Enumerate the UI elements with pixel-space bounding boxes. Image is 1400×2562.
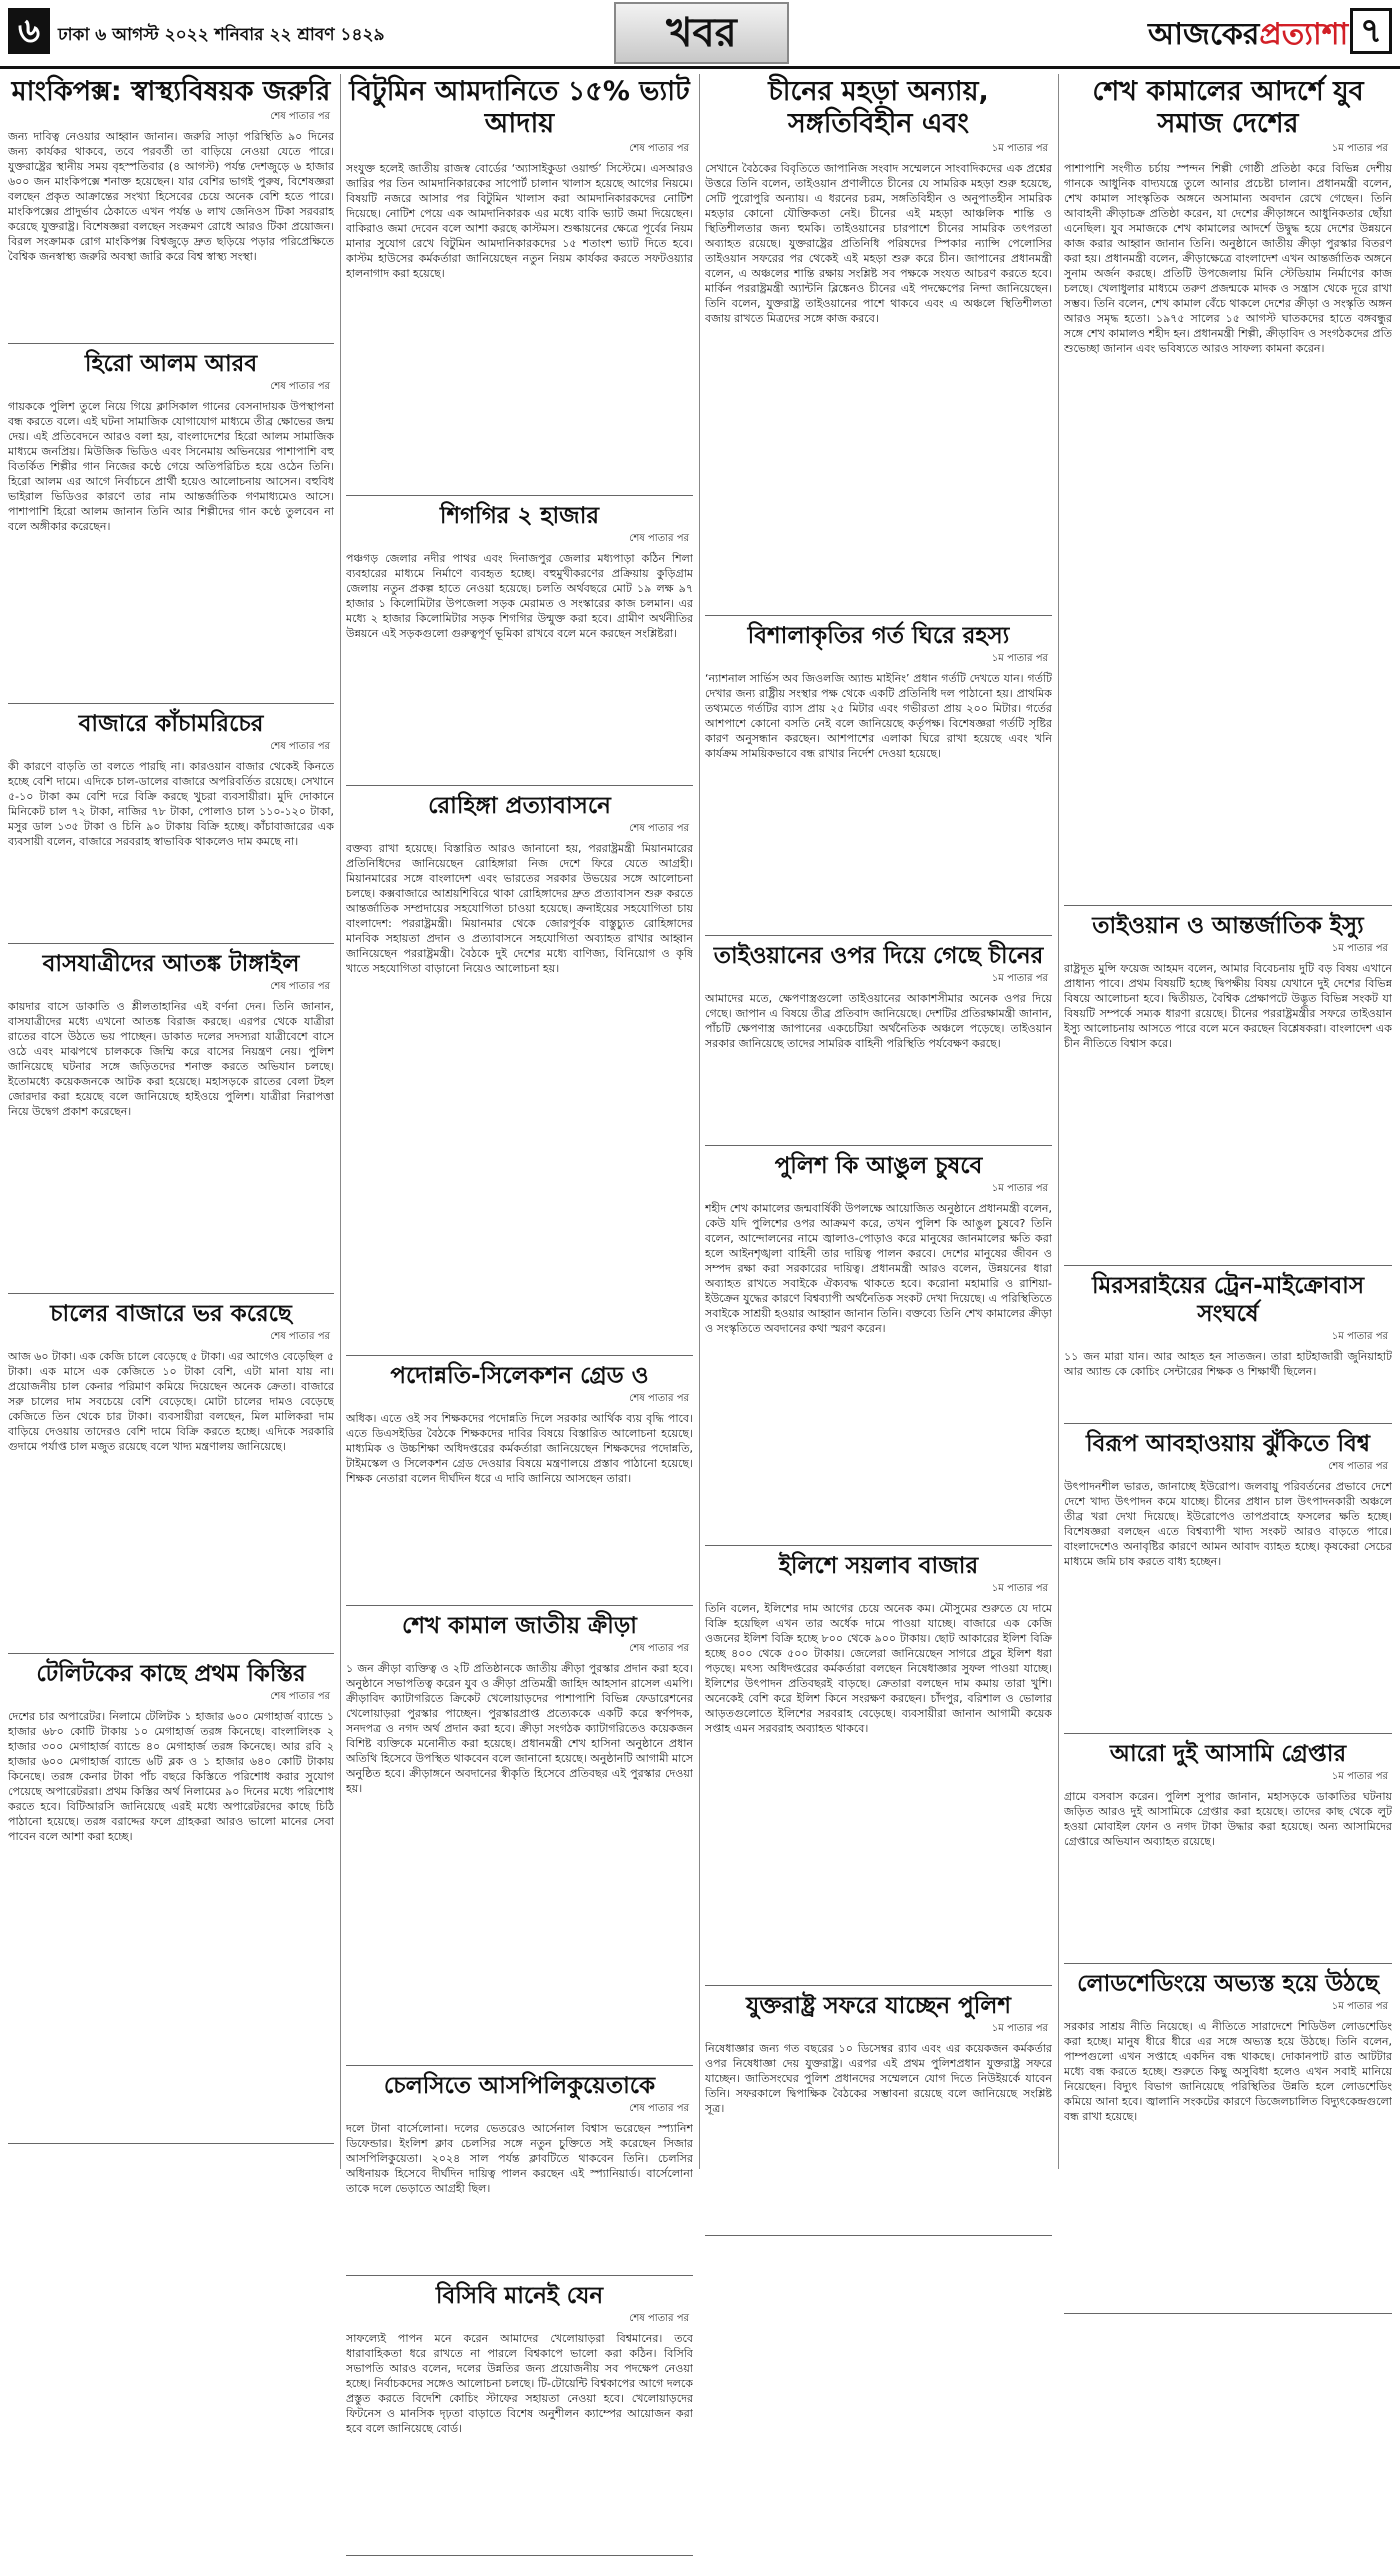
news-article	[1064, 1970, 1392, 2314]
continuation-note: ১ম পাতার পর	[1331, 1771, 1388, 1782]
news-article	[705, 1552, 1052, 1986]
news-article	[346, 76, 693, 496]
continuation-note: ১ম পাতার পর	[1331, 1331, 1388, 1342]
continuation-note: ১ম পাতার পর	[991, 653, 1048, 664]
article-body: তিনি বলেন, ইলিশের দাম আগের চেয়ে অনেক কম। মৌসুমের শুরুতে যে দামে বিক্রি হয়েছিল এখন তার অর্ধেক দামে পাওয়া যাচ্ছে। বাজারে এক কেজি ওজনের ইলিশ বিক্রি হচ্ছে ৮০০ থেকে ৯০০ টাকায়। ছোট আকারের ইলিশ বিক্রি হচ্ছে ৪০০ থেকে ৫০০ টাকায়। জেলেরা জানিয়েছেন সাগরে প্রচুর ইলিশ ধরা পড়ছে। মৎস্য অধিদপ্তরের কর্মকর্তারা বলছেন নিষেধাজ্ঞার সুফল পাওয়া যাচ্ছে। ইলিশের উৎপাদন প্রতিবছরই বাড়ছে। ক্রেতারা বলছেন দাম কমায় তারা খুশি। অনেকেই বেশি করে ইলিশ কিনে সংরক্ষণ করছেন। চাঁদপুর, বরিশাল ও ভোলার আড়তগুলোতে ইলিশের সরবরাহ বেড়েছে। ব্যবসায়ীরা জানান আগামী কয়েক সপ্তাহ এমন সরবরাহ অব্যাহত থাকবে।	[705, 1602, 1052, 1735]
news-article	[705, 942, 1052, 1146]
news-article	[8, 1660, 334, 2144]
continuation-note: ১ম পাতার পর	[1331, 943, 1388, 954]
column-1	[8, 74, 334, 2150]
logo-word-b: প্রত্যাশা	[1259, 17, 1349, 52]
continuation-note: ১ম পাতার পর	[1331, 143, 1388, 154]
article-headline: পুলিশ কি আঙুল চুষবে	[774, 1153, 983, 1179]
dateline: ঢাকা ৬ আগস্ট ২০২২ শনিবার ২২ শ্রাবণ ১৪২৯	[58, 25, 385, 45]
continuation-note: শেষ পাতার পর	[270, 1331, 330, 1342]
article-body: দেশের চার অপারেটর। নিলামে টেলিটক ১ হাজার ৬০০ মেগাহার্জ ব্যান্ডে ১ হাজার ৬৮০ কোটি টাকায় ১০ মেগাহার্জ তরঙ্গ কিনেছে। বাংলালিংক ২ হাজার ৩০০ মেগাহার্জ ব্যান্ডে ৪০ মেগাহার্জ তরঙ্গ কিনেছে। আর রবি ২ হাজার ৬০০ মেগাহার্জ ব্যান্ডে ৬টি ব্লক ও ১ হাজার ৬৪০ কোটি টাকায় কিনেছে। তরঙ্গ কেনার টাকা পাঁচ বছরে কিস্তিতে পরিশোধ করার সুযোগ পেয়েছে অপারেটররা। প্রথম কিস্তির অর্থ নিলামের ৯০ দিনের মধ্যে পরিশোধ করতে হবে। বিটিআরসি জানিয়েছে এরই মধ্যে অপারেটরদের কাছে চিঠি পাঠানো হয়েছে। তরঙ্গ বরাদ্দের ফলে গ্রাহকরা আরও ভালো মানের সেবা পাবেন বলে আশা করা হচ্ছে।	[8, 1710, 334, 1843]
article-headline: তাইওয়ানের ওপর দিয়ে গেছে চীনের	[713, 943, 1044, 969]
news-article	[8, 350, 334, 704]
article-headline: চালের বাজারে ভর করেছে	[50, 1301, 292, 1327]
column-rule	[699, 74, 700, 2169]
section-title: খবর	[614, 2, 789, 64]
news-article	[346, 1362, 693, 1606]
article-body: আমাদের মতে, ক্ষেপণাস্ত্রগুলো তাইওয়ানের আকাশসীমার অনেক ওপর দিয়ে গেছে। জাপান এ বিষয়ে তীব্র প্রতিবাদ জানিয়েছে। দেশটির প্রতিরক্ষামন্ত্রী জানান, পাঁচটি ক্ষেপণাস্ত্র জাপানের একচেটিয়া অর্থনৈতিক অঞ্চলে পড়েছে। তাইওয়ান সরকার জানিয়েছে তাদের সামরিক বাহিনী পরিস্থিতি পর্যবেক্ষণ করছে।	[705, 992, 1052, 1050]
article-headline: বিসিবি মানেই যেন	[435, 2283, 604, 2309]
article-body: বক্তব্য রাখা হয়েছে। বিস্তারিত আরও জানানো হয়, পররাষ্ট্রমন্ত্রী মিয়ানমারের প্রতিনিধিদের জানিয়েছেন রোহিঙ্গারা নিজ দেশে ফিরে যেতে আগ্রহী। মিয়ানমারের সঙ্গে বাংলাদেশ এবং ভারতের সরকার উভয়ের সঙ্গে আলোচনা চলছে। কক্সবাজারে আশ্রয়শিবিরে থাকা রোহিঙ্গাদের দ্রুত প্রত্যাবাসন শুরু করতে আন্তর্জাতিক সম্প্রদায়ের সহযোগিতা চাওয়া হয়েছে। ক্রনাইয়ের সহযোগিতা চায় বাংলাদেশ: পররাষ্ট্রমন্ত্রী। মিয়ানমার থেকে জোরপূর্বক বাস্তুচ্যুত রোহিঙ্গাদের মানবিক সহায়তা প্রদান ও প্রত্যাবাসনে সহযোগিতা অব্যাহত রাখার আহ্বান জানিয়েছেন পররাষ্ট্রমন্ত্রী। বৈঠকে দুই দেশের মধ্যে বাণিজ্য, বিনিয়োগ ও কৃষি খাতে সহযোগিতা বাড়ানো নিয়েও আলোচনা হয়।	[346, 842, 693, 975]
page-number-left: ৬	[8, 8, 50, 54]
article-body: সাফল্যেই পাপন মনে করেন আমাদের খেলোয়াড়রা বিশ্বমানের। তবে ধারাবাহিকতা ধরে রাখতে না পারলে বিশ্বকাপে ভালো করা কঠিন। বিসিবি সভাপতি আরও বলেন, দলের উন্নতির জন্য প্রয়োজনীয় সব পদক্ষেপ নেওয়া হচ্ছে। নির্বাচকদের সঙ্গেও আলোচনা চলছে। টি-টোয়েন্টি বিশ্বকাপের আগে দলকে প্রস্তুত করতে বিদেশি কোচিং স্টাফের সহায়তা নেওয়া হবে। খেলোয়াড়দের ফিটনেস ও মানসিক দৃঢ়তা বাড়াতে বিশেষ অনুশীলন ক্যাম্পের আয়োজন করা হবে বলে জানিয়েছে বোর্ড।	[346, 2332, 693, 2435]
article-body: কায়দার বাসে ডাকাতি ও শ্লীলতাহানির এই বর্ণনা দেন। তিনি জানান, বাসযাত্রীদের মধ্যে এখনো আতঙ্ক বিরাজ করছে। এরপর থেকে যাত্রীরা রাতের বাসে উঠতে ভয় পাচ্ছেন। ডাকাত দলের সদস্যরা যাত্রীবেশে বাসে ওঠে এবং মাঝপথে চালককে জিম্মি করে বাসের নিয়ন্ত্রণ নেয়। পুলিশ জানিয়েছে ঘটনার সঙ্গে জড়িতদের শনাক্ত করতে অভিযান চলছে। ইতোমধ্যে কয়েকজনকে আটক করা হয়েছে। মহাসড়কে রাতের বেলা টহল জোরদার করা হয়েছে বলে জানিয়েছে হাইওয়ে পুলিশ। যাত্রীরা নিরাপত্তা নিয়ে উদ্বেগ প্রকাশ করেছেন।	[8, 1000, 334, 1118]
news-article	[8, 710, 334, 944]
continuation-note: শেষ পাতার পর	[270, 981, 330, 992]
article-headline: লোডশেডিংয়ে অভ্যস্ত হয়ে উঠছে	[1077, 1971, 1379, 1997]
continuation-note: শেষ পাতার পর	[270, 111, 330, 122]
news-article	[8, 1300, 334, 1654]
news-article	[1064, 1740, 1392, 1964]
column-rule	[1058, 74, 1059, 2169]
article-body: সরকার সাশ্রয় নীতি নিয়েছে। এ নীতিতে সারাদেশে শিডিউল লোডশেডিং করা হচ্ছে। মানুষ ধীরে ধীরে এর সঙ্গে অভ্যস্ত হয়ে উঠছে। তিনি বলেন, পাম্পগুলো এখন সপ্তাহে একদিন বন্ধ থাকছে। দোকানপাট রাত আটটার মধ্যে বন্ধ করতে হচ্ছে। শুরুতে কিছু অসুবিধা হলেও এখন সবাই মানিয়ে নিয়েছেন। বিদ্যুৎ বিভাগ জানিয়েছে পরিস্থিতির উন্নতি হলে লোডশেডিং কমিয়ে আনা হবে। জ্বালানি সংকটের কারণে ডিজেলচালিত বিদ্যুৎকেন্দ্রগুলো বন্ধ রাখা হয়েছে।	[1064, 2020, 1392, 2123]
article-headline: বাসযাত্রীদের আতঙ্ক টাঙ্গাইল	[42, 951, 300, 977]
news-article	[1064, 76, 1392, 906]
news-article	[1064, 1272, 1392, 1424]
article-headline: মাংকিপক্স: স্বাস্থ্যবিষয়ক জরুরি	[11, 76, 331, 107]
article-body: ১১ জন মারা যান। আর আহত হন সাতজন। তারা হাটহাজারী জুনিয়াহাট আর অ্যান্ড কে কোচিং সেন্টারের শিক্ষক ও শিক্ষার্থী ছিলেন।	[1064, 1350, 1392, 1378]
article-headline: বিরূপ আবহাওয়ায় ঝুঁকিতে বিশ্ব	[1086, 1431, 1370, 1457]
article-body: রাষ্ট্রদূত মুন্সি ফয়েজ আহমদ বলেন, আমার বিবেচনায় দুটি বড় বিষয় এখানে প্রাধান্য পাবে। প্রথম বিষয়টি হচ্ছে দ্বিপক্ষীয় বিষয় যেখানে দুই দেশের বিভিন্ন বিষয়ে আলোচনা হবে। দ্বিতীয়ত, বৈশ্বিক প্রেক্ষাপটে উদ্ভূত বিভিন্ন সংকট যা বিষয়টি সম্পর্কে সম্যক ধারণা রয়েছে। চীনের পররাষ্ট্রমন্ত্রীর সফরে তাইওয়ান ইস্যু আলোচনায় আসতে পারে বলে মনে করছেন বিশ্লেষকরা। বাংলাদেশ এক চীন নীতিতে বিশ্বাস করে।	[1064, 962, 1392, 1050]
news-article	[705, 622, 1052, 936]
article-body: সেখানে বৈঠকের বিবৃতিতে জাপানিজ সংবাদ সম্মেলনে সাংবাদিকদের এক প্রশ্নের উত্তরে তিনি বলেন, তাইওয়ান প্রণালীতে চীনের যে সামরিক মহড়া শুরু হয়েছে, সেটি পুরোপুরি অন্যায়। এ ধরনের চরম, সঙ্গতিবিহীন ও অনুপাতহীন সামরিক মহড়ার কোনো যৌক্তিকতা নেই। চীনের এই মহড়া আঞ্চলিক শান্তি ও স্থিতিশীলতার জন্য হুমকি। তাইওয়ানের চারপাশে চীনের সামরিক তৎপরতা অব্যাহত রয়েছে। যুক্তরাষ্ট্রের প্রতিনিধি পরিষদের স্পিকার ন্যান্সি পেলোসির তাইওয়ান সফরের পর থেকেই এই মহড়া শুরু করে চীন। জাপানের প্রধানমন্ত্রী বলেন, এ অঞ্চলের শান্তি রক্ষায় সংশ্লিষ্ট সব পক্ষকে সংযত আচরণ করতে হবে। মার্কিন পররাষ্ট্রমন্ত্রী অ্যান্টনি ব্লিঙ্কেনও চীনের এই পদক্ষেপের নিন্দা জানিয়েছেন। তিনি বলেন, যুক্তরাষ্ট্র তাইওয়ানের পাশে থাকবে এবং এ অঞ্চলে স্থিতিশীলতা বজায় রাখতে মিত্রদের সঙ্গে কাজ করবে।	[705, 162, 1052, 325]
article-body: ‘ন্যাশনাল সার্ভিস অব জিওলজি অ্যান্ড মাইনিং’ প্রধান গর্তটি দেখতে যান। গর্তটি দেখার জন্য রাষ্ট্রীয় সংস্থার পক্ষ থেকে একটি প্রতিনিধি দল পাঠানো হয়। প্রাথমিক তথ্যমতে গর্তটির ব্যাস প্রায় ২৫ মিটার এবং গভীরতা প্রায় ২০০ মিটার। গর্তের আশপাশে কোনো বসতি নেই বলে জানিয়েছে কর্তৃপক্ষ। বিশেষজ্ঞরা গর্তটি সৃষ্টির কারণ অনুসন্ধান করছেন। আশপাশের এলাকা ঘিরে রাখা হয়েছে এবং খনি কার্যক্রম সাময়িকভাবে বন্ধ রাখার নির্দেশ দেওয়া হয়েছে।	[705, 672, 1052, 760]
continuation-note: শেষ পাতার পর	[629, 1393, 689, 1404]
article-headline: টেলিটকের কাছে প্রথম কিস্তির	[36, 1661, 306, 1687]
article-headline: মিরসরাইয়ের ট্রেন-মাইক্রোবাস সংঘর্ষে	[1091, 1273, 1365, 1327]
article-headline: পদোন্নতি-সিলেকশন গ্রেড ও	[390, 1363, 649, 1389]
article-headline: ইলিশে সয়লাব বাজার	[778, 1553, 979, 1579]
article-headline: আরো দুই আসামি গ্রেপ্তার	[1109, 1741, 1347, 1767]
article-body: কী কারণে বাড়তি তা বলতে পারছি না। কারওয়ান বাজার থেকেই কিনতে হচ্ছে বেশি দামে। এদিকে চাল-ডালের বাজারে অপরিবর্তিত রয়েছে। সেখানে ৫-১০ টাকা কম বেশি দরে বিক্রি করছে খুচরা ব্যবসায়ীরা। মুদি দোকানে মিনিকেট চাল ৭২ টাকা, নাজির ৭৮ টাকা, পোলাও চাল ১১০-১২০ টাকা, মসুর ডাল ১৩৫ টাকা ও চিনি ৯০ টাকায় বিক্রি হচ্ছে। কাঁচাবাজারের এক ব্যবসায়ী বলেন, বাজারে সরবরাহ স্বাভাবিক থাকলেও দাম কমছে না।	[8, 760, 334, 848]
continuation-note: শেষ পাতার পর	[270, 741, 330, 752]
continuation-note: শেষ পাতার পর	[629, 143, 689, 154]
news-article	[346, 2072, 693, 2276]
news-article	[705, 1152, 1052, 1546]
article-body: আজ ৬০ টাকা। এক কেজি চালে বেড়েছে ৫ টাকা। এর আগেও বেড়েছিল ৫ টাকা। এক মাসে এক কেজিতে ১০ টাকা বেশি, এটা মানা যায় না। প্রয়োজনীয় চাল কেনার পরিমাণ কমিয়ে দিয়েছেন অনেক ক্রেতা। বাজারে সরু চালের দাম সবচেয়ে বেশি বেড়েছে। মোটা চালের দামও বেড়েছে কেজিতে তিন থেকে চার টাকা। ব্যবসায়ীরা বলছেন, মিল মালিকরা দাম বাড়িয়ে দেওয়ায় তাদেরও বেশি দামে বিক্রি করতে হচ্ছে। এদিকে সরকারি গুদামে পর্যাপ্ত চাল মজুত রয়েছে বলে খাদ্য মন্ত্রণালয় জানিয়েছে।	[8, 1350, 334, 1453]
article-body: ১ জন ক্রীড়া ব্যক্তিত্ব ও ২টি প্রতিষ্ঠানকে জাতীয় ক্রীড়া পুরস্কার প্রদান করা হবে। অনুষ্ঠানে সভাপতিত্ব করেন যুব ও ক্রীড়া প্রতিমন্ত্রী জাহিদ আহসান রাসেল এমপি। ক্রীড়াবিদ ক্যাটাগরিতে ক্রিকেট খেলোয়াড়দের পাশাপাশি বিভিন্ন ফেডারেশনের খেলোয়াড়রা পুরস্কার পাচ্ছেন। পুরস্কারপ্রাপ্ত প্রত্যেককে একটি করে স্বর্ণপদক, সনদপত্র ও নগদ অর্থ প্রদান করা হবে। ক্রীড়া সংগঠক ক্যাটাগরিতেও কয়েকজন বিশিষ্ট ব্যক্তিকে মনোনীত করা হয়েছে। প্রধানমন্ত্রী শেখ হাসিনা অনুষ্ঠানে প্রধান অতিথি হিসেবে উপস্থিত থাকবেন বলে জানানো হয়েছে। অনুষ্ঠানটি আগামী মাসে অনুষ্ঠিত হবে। ক্রীড়াঙ্গনে অবদানের স্বীকৃতি হিসেবে প্রতিবছর এই পুরস্কার দেওয়া হয়।	[346, 1662, 693, 1795]
article-headline: বিশালাকৃতির গর্ত ঘিরে রহস্য	[747, 623, 1010, 649]
continuation-note: শেষ পাতার পর	[1328, 1461, 1388, 1472]
article-headline: বাজারে কাঁচামরিচের	[78, 711, 264, 737]
column-2	[346, 74, 693, 2562]
news-article	[346, 502, 693, 786]
article-body: জন্য দাবিত্ব নেওয়ার আহ্বান জানান। জরুরি সাড়া পরিস্থিতি ৯০ দিনের জন্য কার্যকর থাকবে, তবে পরবর্তী তা বাড়িয়ে নেওয়া যেতে পারে। যুক্তরাষ্ট্রের স্থানীয় সময় বৃহস্পতিবার (৪ আগস্ট) পর্যন্ত দেশজুড়ে ৬ হাজার ৬০০ জন মাংকিপক্সে শনাক্ত হয়েছেন। যার বেশির ভাগই পুরুষ, বিশেষজ্ঞরা বলছেন প্রকৃত আক্রান্তের সংখ্যা হিসেবের চেয়ে অনেক বেশি হতে পারে। মাংকিপক্সের প্রাদুর্ভাব ঠেকাতে এখন পর্যন্ত ৬ লাখ জেনিওস টিকা সরবরাহ করেছে যুক্তরাষ্ট্র। বিশেষজ্ঞরা বলছেন সংক্রমণ রোধে আরও টিকা প্রয়োজন। বিরল সংক্রামক রোগ মাংকিপক্স বিশ্বজুড়ে দ্রুত ছড়িয়ে পড়ার পরিপ্রেক্ষিতে বৈশ্বিক জনস্বাস্থ্য জরুরি অবস্থা জারি করে বিশ্ব স্বাস্থ্য সংস্থা।	[8, 130, 334, 263]
column-rule	[340, 74, 341, 2169]
column-3	[705, 74, 1052, 2242]
article-headline: শেখ কামালের আদর্শে যুব সমাজ দেশের	[1092, 76, 1364, 139]
news-article	[705, 76, 1052, 616]
continuation-note: ১ম পাতার পর	[991, 1183, 1048, 1194]
continuation-note: ১ম পাতার পর	[991, 973, 1048, 984]
article-headline: শেখ কামাল জাতীয় ক্রীড়া	[402, 1613, 637, 1639]
continuation-note: শেষ পাতার পর	[629, 823, 689, 834]
article-body: সংযুক্ত হলেই জাতীয় রাজস্ব বোর্ডের ‘অ্যাসাইকুডা ওয়ার্ল্ড’ সিস্টেমে। এসআরও জারির পর তিন আমদানিকারকের সাপোর্ট চালান খালাস হয়েছে আগের নিয়মে। বিষয়টি নজরে আসার পর বিটুমিন খালাস করা আমদানিকারকদের নোটিশ দিয়েছে। নোটিশ পেয়ে এক আমদানিকারক এর মধ্যে বাকি ভ্যাট জমা দিয়েছেন। বাকিরাও জমা দেবেন বলে আশা করছে কাস্টমস। শুল্কায়নের ক্ষেত্রে পূর্বের নিয়ম মানার সুযোগ রেখে বিটুমিন আমদানিকারকদের ১৫ শতাংশ ভ্যাট দিতে হবে। কাস্টম হাউসের কর্মকর্তারা জানিয়েছেন নতুন নিয়ম কার্যকর করতে সফটওয়্যার হালনাগাদ করা হয়েছে।	[346, 162, 693, 280]
news-article	[1064, 1430, 1392, 1734]
news-article	[705, 1992, 1052, 2236]
article-body: শহীদ শেখ কামালের জন্মবার্ষিকী উপলক্ষে আয়োজিত অনুষ্ঠানে প্রধানমন্ত্রী বলেন, কেউ যদি পুলিশের ওপর আক্রমণ করে, তখন পুলিশ কি আঙুল চুষবে? তিনি বলেন, আন্দোলনের নামে জ্বালাও-পোড়াও করে মানুষের জানমালের ক্ষতি করা হলে আইনশৃঙ্খলা বাহিনী তার দায়িত্ব পালন করবে। দেশের মানুষের জীবন ও সম্পদ রক্ষা করা সরকারের দায়িত্ব। প্রধানমন্ত্রী আরও বলেন, উন্নয়নের ধারা অব্যাহত রাখতে সবাইকে ঐক্যবদ্ধ থাকতে হবে। করোনা মহামারি ও রাশিয়া-ইউক্রেন যুদ্ধের কারণে বিশ্বব্যাপী অর্থনৈতিক সংকট দেখা দিয়েছে। এ পরিস্থিতিতে সবাইকে সাশ্রয়ী হওয়ার আহ্বান জানান তিনি। বক্তব্যে তিনি শেখ কামালের ক্রীড়া ও সংস্কৃতিতে অবদানের কথা স্মরণ করেন।	[705, 1202, 1052, 1335]
logo-word-a: আজকের	[1148, 17, 1260, 52]
article-headline: বিটুমিন আমদানিতে ১৫% ভ্যাট আদায়	[349, 76, 690, 139]
continuation-note: শেষ পাতার পর	[270, 1691, 330, 1702]
article-body: গায়ককে পুলিশ তুলে নিয়ে গিয়ে ক্লাসিকাল গানের বেসনাদায়ক উপস্থাপনা বন্ধ করতে বলে। এই ঘটনা সামাজিক যোগাযোগ মাধ্যমে তীব্র ক্ষোভের জন্ম দেয়। এই প্রতিবেদনে আরও বলা হয়, বাংলাদেশের হিরো আলম সামাজিক মাধ্যমে জনপ্রিয়। মিউজিক ভিডিও এবং সিনেমায় অভিনয়ের পাশাপাশি বহু বিতর্কিত শিল্পীর গান নিজের কণ্ঠে গেয়ে অতিপরিচিত হয়ে ওঠেন তিনি। হিরো আলম এর আগে নির্বাচনে প্রার্থী হয়েও আলোচনায় আসেন। বহুবিধ ভাইরাল ভিডিওর কারণে তার নাম আন্তর্জাতিক গণমাধ্যমেও আসে। পাশাপাশি হিরো আলম জানান তিনি আর শিল্পীদের গান কণ্ঠে তুলবেন না বলে অঙ্গীকার করেছেন।	[8, 400, 334, 533]
column-4	[1064, 74, 1392, 2320]
continuation-note: ১ম পাতার পর	[1331, 2001, 1388, 2012]
continuation-note: শেষ পাতার পর	[629, 533, 689, 544]
article-body: অধিক। এতে ওই সব শিক্ষকদের পদোন্নতি দিলে সরকার আর্থিক ব্যয় বৃদ্ধি পাবে। এতে ডিএসইডির বৈঠকে শিক্ষকদের দাবির বিষয়ে বিস্তারিত আলোচনা হয়েছে। মাধ্যমিক ও উচ্চশিক্ষা অধিদপ্তরের কর্মকর্তারা জানিয়েছেন শিক্ষকদের পদোন্নতি, টাইমস্কেল ও সিলেকশন গ্রেড দেওয়ার বিষয়ে মন্ত্রণালয়ে প্রস্তাব পাঠানো হয়েছে। শিক্ষক নেতারা বলেন দীর্ঘদিন ধরে এ দাবি জানিয়ে আসছেন তারা।	[346, 1412, 693, 1485]
article-headline: চেলসিতে আসপিলিকুয়েতাকে	[383, 2073, 656, 2099]
news-article	[8, 950, 334, 1294]
continuation-note: ১ম পাতার পর	[991, 143, 1048, 154]
news-article	[8, 76, 334, 344]
news-article	[1064, 912, 1392, 1266]
continuation-note: ১ম পাতার পর	[991, 2023, 1048, 2034]
page-header	[0, 0, 1400, 69]
continuation-note: শেষ পাতার পর	[629, 2103, 689, 2114]
newspaper-logo	[1148, 10, 1348, 61]
article-headline: যুক্তরাষ্ট্র সফরে যাচ্ছেন পুলিশ	[745, 1993, 1012, 2019]
article-body: গ্রামে বসবাস করেন। পুলিশ সুপার জানান, মহাসড়কে ডাকাতির ঘটনায় জড়িত আরও দুই আসামিকে গ্রেপ্তার করা হয়েছে। তাদের কাছ থেকে লুট হওয়া মোবাইল ফোন ও নগদ টাকা উদ্ধার করা হয়েছে। অন্য আসামিদের গ্রেপ্তারে অভিযান অব্যাহত রয়েছে।	[1064, 1790, 1392, 1848]
continuation-note: শেষ পাতার পর	[629, 1643, 689, 1654]
article-body: উৎপাদনশীল ভারত, জানাচ্ছে ইউরোপ। জলবায়ু পরিবর্তনের প্রভাবে দেশে দেশে খাদ্য উৎপাদন কমে যাচ্ছে। চীনের প্রধান চাল উৎপাদনকারী অঞ্চলে তীব্র খরা দেখা দিয়েছে। ইউরোপেও তাপপ্রবাহে ফসলের ক্ষতি হচ্ছে। বিশেষজ্ঞরা বলছেন এতে বিশ্বব্যাপী খাদ্য সংকট আরও বাড়তে পারে। বাংলাদেশেও অনাবৃষ্টির কারণে আমন আবাদ ব্যাহত হচ্ছে। কৃষকেরা সেচের মাধ্যমে জমি চাষ করতে বাধ্য হচ্ছেন।	[1064, 1480, 1392, 1568]
article-body: দলে টানা বার্সেলোনা। দলের ভেতরেও আর্সেনাল বিশ্বাস ভরেছেন স্প্যানিশ ডিফেন্ডার। ইংলিশ ক্লাব চেলসির সঙ্গে নতুন চুক্তিতে সই করেছেন সিজার আসপিলিকুয়েতা। ২০২৪ সাল পর্যন্ত ক্লাবটিতে থাকবেন তিনি। চেলসির অধিনায়ক হিসেবে দীর্ঘদিন দায়িত্ব পালন করছেন এই স্প্যানিয়ার্ড। বার্সেলোনা তাকে দলে ভেড়াতে আগ্রহী ছিল।	[346, 2122, 693, 2195]
article-body: পঞ্চগড় জেলার নদীর পাথর এবং দিনাজপুর জেলার মধ্যপাড়া কঠিন শিলা ব্যবহারের মাধ্যমে নির্মাণে ব্যবহৃত হচ্ছে। বহুমুখীকরণের প্রক্রিয়ায় কুড়িগ্রাম জেলায় নতুন প্রকল্প হাতে নেওয়া হয়েছে। চলতি অর্থবছরে মোট ১৯ লক্ষ ৯৭ হাজার ১ কিলোমিটার উপজেলা সড়ক মেরামত ও সংস্কারের কাজ চলমান। এর মধ্যে ২ হাজার কিলোমিটার সড়ক শিগগির উন্মুক্ত করা হবে। গ্রামীণ অর্থনীতির উন্নয়নে এই সড়কগুলো গুরুত্বপূর্ণ ভূমিকা রাখবে বলে মনে করছেন সংশ্লিষ্টরা।	[346, 552, 693, 640]
continuation-note: শেষ পাতার পর	[629, 2313, 689, 2324]
news-article	[346, 792, 693, 1356]
article-body: নিষেধাজ্ঞার জন্য গত বছরের ১০ ডিসেম্বর র‌্যাব এবং এর কয়েকজন কর্মকর্তার ওপর নিষেধাজ্ঞা দেয় যুক্তরাষ্ট্র। এরপর এই প্রথম পুলিশপ্রধান যুক্তরাষ্ট্র সফরে যাচ্ছেন। জাতিসংঘের পুলিশ প্রধানদের সম্মেলনে যোগ দিতে নিউইয়র্কে যাবেন তিনি। সফরকালে দ্বিপাক্ষিক বৈঠকের সম্ভাবনা রয়েছে বলে জানিয়েছে সংশ্লিষ্ট সূত্র।	[705, 2042, 1052, 2115]
article-body: পাশাপাশি সংগীত চর্চায় স্পন্দন শিল্পী গোষ্ঠী প্রতিষ্ঠা করে বিভিন্ন দেশীয় গানকে আধুনিক বাদ্যযন্ত্রে তুলে আনার প্রচেষ্টা চালান। প্রধানমন্ত্রী বলেন, শেখ কামাল সাংস্কৃতিক অঙ্গনে অসামান্য অবদান রেখে গেছেন। তিনি আবাহনী ক্রীড়াচক্র প্রতিষ্ঠা করেন, যা দেশের ক্রীড়াঙ্গনে আধুনিকতার ছোঁয়া এনেছিল। যুব সমাজকে শেখ কামালের আদর্শে উদ্বুদ্ধ হয়ে দেশের উন্নয়নে কাজ করার আহ্বান জানান তিনি। অনুষ্ঠানে জাতীয় ক্রীড়া পুরস্কার বিতরণ করা হয়। প্রধানমন্ত্রী বলেন, ক্রীড়াক্ষেত্রে বাংলাদেশ এখন আন্তর্জাতিক অঙ্গনে সুনাম অর্জন করছে। প্রতিটি উপজেলায় মিনি স্টেডিয়াম নির্মাণের কাজ চলছে। খেলাধুলার মাধ্যমে তরুণ প্রজন্মকে মাদক ও সন্ত্রাস থেকে দূরে রাখা সম্ভব। তিনি বলেন, শেখ কামাল বেঁচে থাকলে দেশের ক্রীড়া ও সংস্কৃতি অঙ্গন আরও সমৃদ্ধ হতো। ১৯৭৫ সালের ১৫ আগস্ট ঘাতকদের হাতে বঙ্গবন্ধুর সঙ্গে শেখ কামালও শহীদ হন। প্রধানমন্ত্রী শিল্পী, ক্রীড়াবিদ ও সংগঠকদের প্রতি শুভেচ্ছা জানান এবং ভবিষ্যতে আরও সাফল্য কামনা করেন।	[1064, 162, 1392, 355]
continuation-note: ১ম পাতার পর	[991, 1583, 1048, 1594]
article-headline: শিগগির ২ হাজার	[439, 503, 600, 529]
news-article	[346, 2282, 693, 2556]
continuation-note: শেষ পাতার পর	[270, 381, 330, 392]
page-number-right: ৭	[1350, 8, 1392, 54]
article-headline: হিরো আলম আরব	[84, 351, 258, 377]
article-headline: রোহিঙ্গা প্রত্যাবাসনে	[428, 793, 611, 819]
article-headline: চীনের মহড়া অন্যায়, সঙ্গতিবিহীন এবং	[768, 76, 989, 139]
news-article	[346, 1612, 693, 2066]
article-headline: তাইওয়ান ও আন্তর্জাতিক ইস্যু	[1092, 913, 1364, 939]
